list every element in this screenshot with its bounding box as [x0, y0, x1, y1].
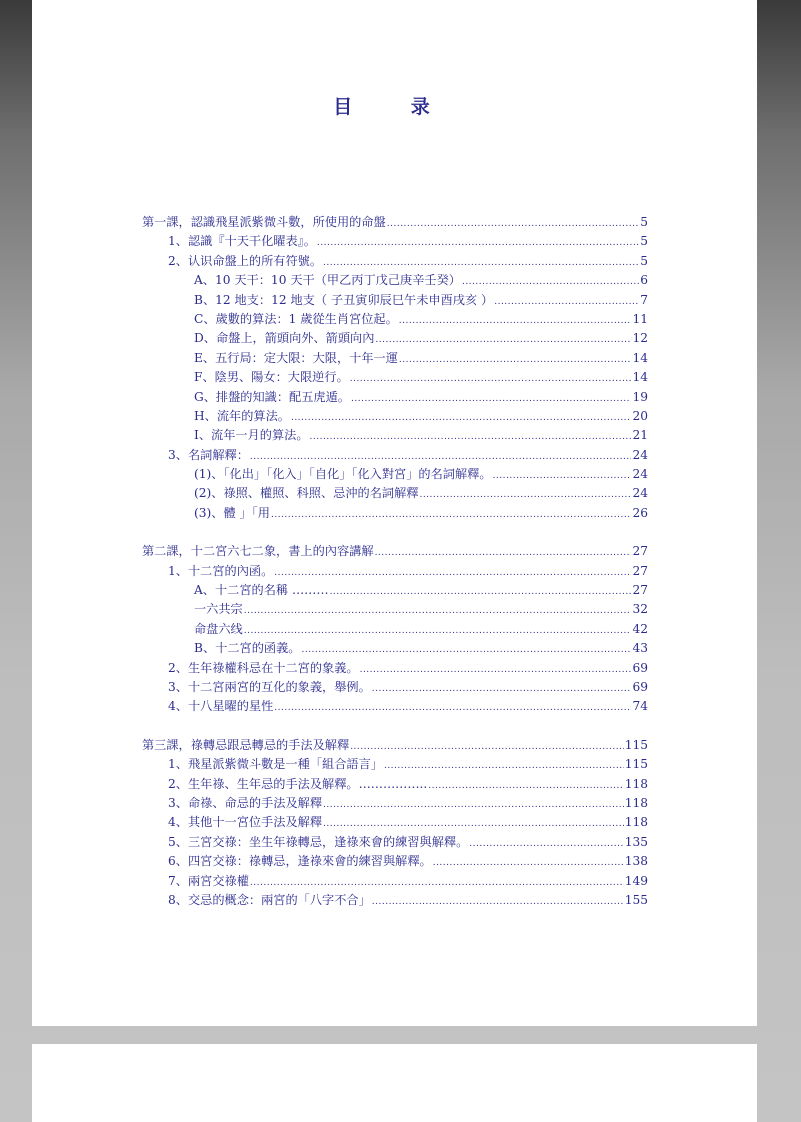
toc-chapter-entry[interactable] [142, 213, 648, 232]
toc-entry-label: A、十二宮的名稱 ……… [194, 583, 329, 598]
toc-page-number: 118 [624, 815, 648, 830]
toc-leader-dots [244, 622, 632, 636]
toc-leader-dots [301, 641, 631, 655]
toc-page-number: 14 [632, 350, 648, 365]
toc-leader-dots [350, 370, 632, 384]
toc-leader-dots [323, 815, 624, 829]
toc-leader-dots [323, 796, 624, 810]
toc-entry[interactable] [142, 426, 648, 445]
toc-page-number: 5 [640, 234, 648, 249]
toc-leader-dots [250, 448, 632, 462]
toc-entry[interactable] [142, 600, 648, 619]
toc-page-number: 7 [640, 292, 648, 307]
toc-leader-dots [323, 254, 639, 268]
toc-leader-dots [271, 506, 632, 520]
toc-entry-label: A、10 天干：10 天干（甲乙丙丁戊己庚辛壬癸） [194, 273, 461, 288]
toc-leader-dots [274, 564, 631, 578]
toc-entry[interactable] [142, 581, 648, 600]
toc-entry[interactable] [142, 407, 648, 426]
toc-entry-label: (1)、「化出」「化入」「自化」「化入對宮」的名詞解釋。 [194, 467, 492, 482]
toc-entry-label: 7、兩宮交祿權 [168, 873, 249, 888]
toc-entry-label: 一六共宗 [194, 602, 243, 617]
toc-page-number: 74 [632, 699, 648, 714]
toc-leader-dots [419, 486, 631, 500]
toc-page-number: 11 [632, 311, 648, 326]
toc-page-number: 27 [632, 583, 648, 598]
toc-entry[interactable] [142, 252, 648, 271]
toc-entry[interactable] [142, 484, 648, 503]
toc-chapter-entry[interactable] [142, 542, 648, 561]
toc-entry[interactable] [142, 794, 648, 813]
toc-entry-label: 2、认识命盤上的所有符號。 [168, 253, 323, 268]
toc-entry[interactable] [142, 775, 648, 794]
toc-page-number: 118 [624, 776, 648, 791]
toc-page-number: 155 [624, 892, 648, 907]
toc-leader-dots [428, 777, 623, 791]
toc-page-number: 42 [632, 621, 648, 636]
toc-entry[interactable] [142, 639, 648, 658]
toc-entry-label: F、陰男、陽女：大限逆行。 [194, 370, 349, 385]
toc-entry[interactable] [142, 232, 648, 251]
toc-entry[interactable] [142, 504, 648, 523]
toc-entry-label: 8、交忌的概念：兩宮的「八字不合」 [168, 892, 371, 907]
toc-entry[interactable] [142, 755, 648, 774]
section-gap [142, 523, 648, 542]
toc-page-number: 115 [624, 737, 648, 752]
toc-page-number: 24 [632, 486, 648, 501]
toc-entry-label: B、十二宮的函義。 [194, 641, 301, 656]
toc-page-number: 69 [632, 660, 648, 675]
toc-entry-label: 2、生年祿權科忌在十二宮的象義。 [168, 660, 359, 675]
toc-entry[interactable] [142, 291, 648, 310]
toc-entry-label: (3)、體 」「用 [194, 505, 270, 520]
toc-entry-label: D、命盤上，箭頭向外、箭頭向內 [194, 331, 375, 346]
toc-page-number: 6 [640, 273, 648, 288]
toc-page-number: 32 [632, 602, 648, 617]
toc-entry-label: I、流年一月的算法。 [194, 428, 309, 443]
section-gap [142, 717, 648, 736]
toc-entry[interactable] [142, 446, 648, 465]
toc-entry[interactable] [142, 368, 648, 387]
toc-leader-dots [360, 661, 632, 675]
toc-entry[interactable] [142, 620, 648, 639]
toc-leader-dots [375, 544, 632, 558]
toc-entry[interactable] [142, 813, 648, 832]
toc-leader-dots [317, 234, 639, 248]
toc-leader-dots [399, 312, 632, 326]
toc-page-number: 14 [632, 370, 648, 385]
toc-leader-dots [274, 699, 631, 713]
toc-entry-label: 命盘六线 [194, 621, 243, 636]
toc-entry-label: 4、其他十一宮位手法及解釋 [168, 815, 323, 830]
toc-leader-dots [494, 293, 639, 307]
toc-leader-dots [351, 390, 631, 404]
toc-entry-label: 第三課，祿轉忌跟忌轉忌的手法及解釋 [142, 737, 350, 752]
toc-leader-dots [375, 331, 631, 345]
toc-page-number: 5 [640, 215, 648, 229]
toc-entry[interactable] [142, 271, 648, 290]
toc-entry-label: 3、命祿、命忌的手法及解釋 [168, 795, 323, 810]
toc-entry-label: 3、名詞解釋： [168, 447, 249, 462]
toc-page-number: 26 [632, 505, 648, 520]
toc-leader-dots [372, 893, 624, 907]
toc-leader-dots [493, 467, 632, 481]
toc-entry[interactable] [142, 465, 648, 484]
next-document-page [32, 1044, 757, 1122]
toc-leader-dots [399, 351, 632, 365]
toc-entry-label: 6、四宮交祿：祿轉忌，逢祿來會的練習與解釋。 [168, 854, 432, 869]
toc-entry[interactable] [142, 678, 648, 697]
toc-page-number: 27 [632, 563, 648, 578]
page-title: 目 录 [333, 96, 456, 118]
toc-leader-dots [384, 757, 624, 771]
toc-entry-label: 5、三宮交祿：坐生年祿轉忌，逢祿來會的練習與解釋。 [168, 834, 469, 849]
toc-entry[interactable] [142, 852, 648, 871]
toc-leader-dots [469, 835, 623, 849]
toc-leader-dots [372, 680, 632, 694]
toc-entry-label: (2)、祿照、權照、科照、忌沖的名詞解釋 [194, 486, 419, 501]
toc-entry-label: H、流年的算法。 [194, 408, 290, 423]
toc-entry-label: 3、十二宮兩宮的互化的象義，舉例。 [168, 679, 371, 694]
toc-page-number: 135 [624, 834, 648, 849]
toc-entry[interactable] [142, 891, 648, 910]
toc-entry[interactable] [142, 872, 648, 891]
toc-entry[interactable] [142, 697, 648, 716]
toc-page-number: 118 [624, 795, 648, 810]
toc-entry-label: 1、認識『十天干化曜表』。 [168, 234, 316, 249]
toc-entry[interactable] [142, 329, 648, 348]
toc-page-number: 5 [640, 253, 648, 268]
toc-leader-dots [244, 602, 632, 616]
toc-page-number: 149 [624, 873, 648, 888]
toc-leader-dots [291, 409, 632, 423]
toc-leader-dots [433, 854, 624, 868]
toc-page-number: 24 [632, 467, 648, 482]
toc-page-number: 27 [632, 544, 648, 559]
toc-page-number: 69 [632, 679, 648, 694]
toc-chapter-entry[interactable] [142, 736, 648, 755]
toc-entry[interactable] [142, 659, 648, 678]
toc-leader-dots [387, 215, 639, 229]
toc-leader-dots [250, 874, 624, 888]
toc-entry[interactable] [142, 349, 648, 368]
toc-page-number: 24 [632, 447, 648, 462]
toc-entry-label: 1、飛星派紫微斗數是一種「組合語言」 [168, 757, 383, 772]
toc-page-number: 21 [632, 428, 648, 443]
toc-leader-dots [350, 738, 624, 752]
table-of-contents [142, 213, 648, 910]
toc-entry[interactable] [142, 562, 648, 581]
toc-leader-dots [462, 273, 639, 287]
toc-entry[interactable] [142, 310, 648, 329]
toc-entry-label: 2、生年祿、生年忌的手法及解釋。…………….. [168, 776, 428, 791]
toc-entry-label: 4、十八星曜的星性 [168, 699, 274, 714]
toc-page-number: 115 [624, 757, 648, 772]
toc-entry[interactable] [142, 388, 648, 407]
toc-entry-label: B、12 地支：12 地支（ 子丑寅卯辰巳午未申酉戌亥 ） [194, 292, 494, 307]
toc-page-number: 43 [632, 641, 648, 656]
toc-leader-dots [310, 428, 632, 442]
toc-page-number: 12 [632, 331, 648, 346]
toc-entry[interactable] [142, 833, 648, 852]
toc-entry-label: 第二課，十二宮六七二象，書上的內容講解 [142, 544, 374, 559]
toc-entry-label: C、歲數的算法：1 歲從生肖宮位起。 [194, 311, 398, 326]
toc-entry-label: E、五行局：定大限：大限，十年一運 [194, 350, 398, 365]
toc-page-number: 138 [624, 854, 648, 869]
toc-page-number: 20 [632, 408, 648, 423]
document-page [32, 0, 757, 1026]
toc-entry-label: G、排盤的知識：配五虎遁。 [194, 389, 350, 404]
toc-page-number: 19 [632, 389, 648, 404]
toc-entry-label: 第一課，認識飛星派紫微斗數，所使用的命盤 [142, 215, 386, 229]
toc-entry-label: 1、十二宮的內函。 [168, 563, 274, 578]
toc-leader-dots [330, 583, 632, 597]
